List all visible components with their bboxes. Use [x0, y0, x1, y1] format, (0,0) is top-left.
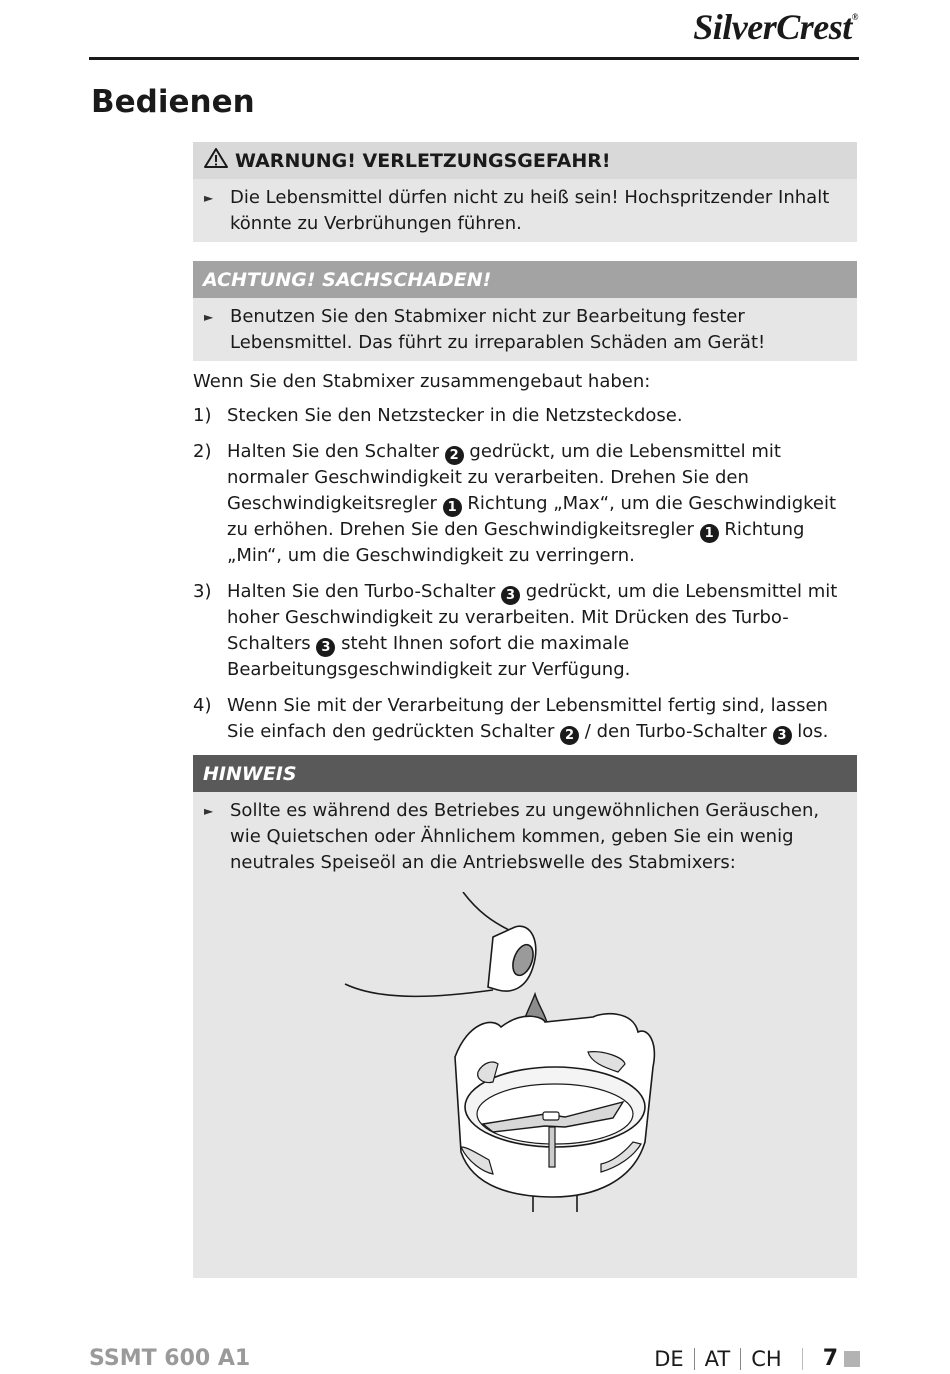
page-title: Bedienen — [91, 84, 255, 120]
footer-language-page — [654, 1346, 860, 1371]
bullet-arrow-icon: ► — [204, 191, 214, 205]
note-header: HINWEIS — [193, 755, 857, 792]
turbo-switch-ref-badge: 3 — [316, 638, 335, 657]
country-ch: CH — [751, 1346, 782, 1371]
main-content — [193, 142, 857, 1278]
warning-header — [193, 142, 857, 179]
caution-text: Benutzen Sie den Stabmixer nicht zur Bearbeitung fester Lebensmittel. Das führt zu irreparablen Schäden am Gerät! — [230, 306, 766, 353]
step-3: 3) Halten Sie den Turbo-Schalter 3 gedrückt, um die Lebensmittel mit hoher Geschwindigkeit zu verarbeiten. Mit Drücken des Turbo-Schalters 3 steht Ihnen sofort die maximale Bearbeitungsgeschwindigkeit zur Verfügung. — [193, 581, 838, 680]
brand-logo: SilverCrest® — [693, 7, 858, 47]
warning-title: WARNUNG! VERLETZUNGSGEFAHR! — [235, 149, 611, 172]
warning-box — [193, 142, 857, 242]
note-bullet — [204, 798, 843, 876]
bullet-arrow-icon: ► — [204, 804, 214, 818]
step-4: 4) Wenn Sie mit der Verarbeitung der Lebensmittel fertig sind, lassen Sie einfach den gedrückten Schalter 2 / den Turbo-Schalter 3 los. — [193, 695, 829, 743]
step-2: 2) Halten Sie den Schalter 2 gedrückt, um die Lebensmittel mit normaler Geschwindigkeit zu verarbeiten. Drehen Sie den Geschwindigkeitsregler 1 Richtung „Max“, um die Geschwindigkeit zu erhöhen. Drehen Sie den Geschwindigkeitsregler 1 Richtung „Min“, um die Geschwindigkeit zu verringern. — [193, 441, 837, 566]
oil-drop-illustration — [193, 892, 857, 1252]
bullet-arrow-icon: ► — [204, 310, 214, 324]
note-text: Sollte es während des Betriebes zu ungewöhnlichen Geräuschen, wie Quietschen oder Ähnlichem kommen, geben Sie ein wenig neutrales Speiseöl an die Antriebswelle des Stabmixers: — [230, 800, 820, 873]
warning-text: Die Lebensmittel dürfen nicht zu heiß sein! Hochspritzender Inhalt könnte zu Verbrühungen führen. — [230, 187, 830, 234]
speed-regulator-ref-badge: 1 — [443, 498, 462, 517]
country-at: AT — [704, 1346, 731, 1371]
caution-box — [193, 261, 857, 361]
note-box — [193, 792, 857, 1278]
switch-ref-badge: 2 — [445, 446, 464, 465]
intro-text: Wenn Sie den Stabmixer zusammengebaut haben: — [193, 371, 651, 392]
switch-ref-badge: 2 — [560, 726, 579, 745]
turbo-switch-ref-badge: 3 — [773, 726, 792, 745]
country-de: DE — [654, 1346, 684, 1371]
footer-model: SSMT 600 A1 — [89, 1346, 251, 1371]
caution-header: ACHTUNG! SACHSCHADEN! — [193, 261, 857, 298]
turbo-switch-ref-badge: 3 — [501, 586, 520, 605]
page-number: 7 — [822, 1346, 838, 1371]
page-marker-square — [844, 1351, 860, 1367]
caution-bullet — [204, 304, 843, 356]
header-rule — [89, 57, 859, 60]
warning-bullet — [204, 185, 843, 237]
warning-triangle-icon — [203, 147, 229, 174]
step-1: 1) Stecken Sie den Netzstecker in die Netzsteckdose. — [193, 405, 683, 426]
speed-regulator-ref-badge: 1 — [700, 524, 719, 543]
